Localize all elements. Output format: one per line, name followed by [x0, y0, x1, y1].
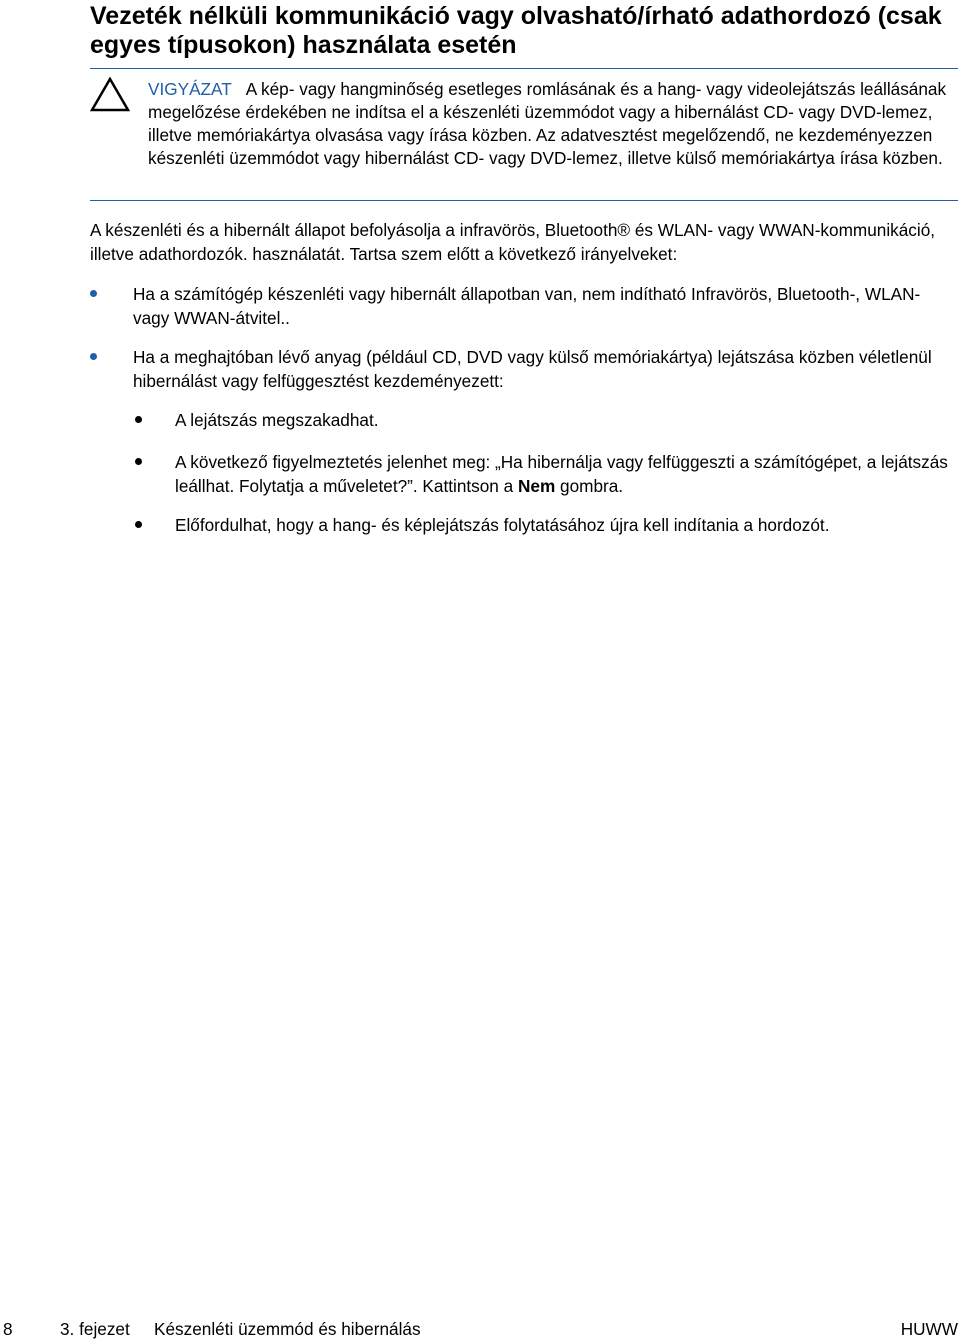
caution-body: A kép- vagy hangminőség esetleges romlásának és a hang- vagy videolejátszás leállásának megelőzése érdekében ne indítsa el a készenléti üzemmódot vagy a hibernálást CD- vagy DVD-lemez, illetve memóriakártya olvasása vagy írása közben. Az adatvesztést megelőzendő, ne kezdeményezzen készenléti üzemmódot vagy hibernálást CD- vagy DVD-lemez, illetve külső memóriakártya írása közben. [148, 79, 947, 168]
intro-paragraph: A készenléti és a hibernált állapot befolyásolja a infravörös, Bluetooth® és WLAN- vagy WWAN-kommunikáció, illetve adathordozók. használatát. Tartsa szem előtt a következő irányelveket: [90, 220, 936, 264]
bullet-icon [90, 290, 97, 297]
sub-bullet-icon [135, 458, 142, 465]
bullet-icon [90, 353, 97, 360]
sub-list-item: A lejátszás megszakadhat. [175, 410, 379, 430]
caution-text [148, 78, 956, 170]
sub-list-item-text-end: gombra. [555, 476, 624, 496]
sub-list-item [175, 450, 955, 498]
page-number: 8 [3, 1319, 13, 1339]
bold-nem: Nem [517, 476, 556, 496]
sub-bullet-icon [135, 521, 142, 528]
caution-box [90, 68, 958, 201]
list-item: Ha a számítógép készenléti vagy hibernált állapotban van, nem indítható Infravörös, Bluetooth-, WLAN- vagy WWAN-átvitel.. [133, 284, 921, 328]
footer-doc-code: HUWW [900, 1319, 958, 1339]
footer-chapter: 3. fejezet [60, 1319, 130, 1339]
sub-list-item: Előfordulhat, hogy a hang- és képlejátszás folytatásához újra kell indítania a hordozót. [175, 515, 830, 535]
sub-bullet-icon [135, 416, 142, 423]
section-heading: Vezeték nélküli kommunikáció vagy olvasható/írható adathordozó (csak egyes típusokon) használata esetén [90, 2, 942, 59]
caution-label: VIGYÁZAT [148, 79, 232, 99]
list-item: Ha a meghajtóban lévő anyag (például CD, DVD vagy külső memóriakártya) lejátszása közben véletlenül hibernálást vagy felfüggesztést kezdeményezett: [133, 347, 932, 391]
sub-list-item-text: A következő figyelmeztetés jelenhet meg: „Ha hibernálja vagy felfüggeszti a számítógépet, a lejátszás leállhat. Folytatja a műveletet?”. Kattintson a [175, 452, 948, 496]
footer-chapter-title: Készenléti üzemmód és hibernálás [154, 1319, 421, 1339]
warning-triangle-icon [90, 76, 130, 112]
